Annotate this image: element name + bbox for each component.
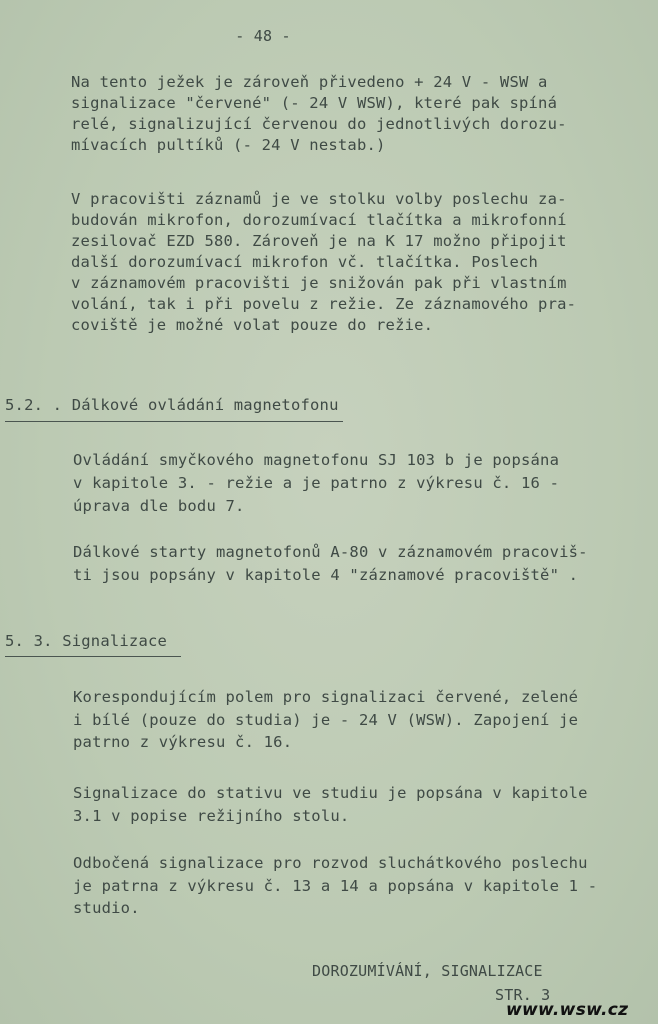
paragraph-5-2-2: Dálkové starty magnetofonů A-80 v záznamovém pracoviš- ti jsou popsány v kapitole 4 "záznamové pracoviště" . xyxy=(73,543,588,584)
footer-page-ref: STR. 3 xyxy=(495,986,551,1004)
paragraph-5-3-3: Odbočená signalizace pro rozvod sluchátkového poslechu je patrna z výkresu č. 13 a 14 a popsána v kapitole 1 - studio. xyxy=(73,854,598,917)
footer-title: DOROZUMÍVÁNÍ, SIGNALIZACE xyxy=(312,962,543,980)
paragraph-intro-1: Na tento ježek je zároveň přivedeno + 24 V - WSW a signalizace "červené" (- 24 V WSW), které pak spíná relé, signalizující červenou do jednotlivých dorozu- mívacích pultíků (- 24 V nestab.) xyxy=(71,73,567,154)
page-number: - 48 - xyxy=(235,27,291,45)
paragraph-5-3-1: Korespondujícím polem pro signalizaci červené, zelené i bílé (pouze do studia) je - 24 V (WSW). Zapojení je patrno z výkresu č. 16. xyxy=(73,688,579,751)
section-heading-5-2: 5.2. . Dálkové ovládání magnetofonu xyxy=(5,396,339,414)
paragraph-5-3-2: Signalizace do stativu ve studiu je popsána v kapitole 3.1 v popise režijního stolu. xyxy=(73,784,588,825)
watermark-text: www.wsw.cz xyxy=(506,1000,629,1020)
heading-underline xyxy=(5,421,343,422)
paragraph-intro-2: V pracovišti záznamů je ve stolku volby poslechu za- budován mikrofon, dorozumívací tlačítka a mikrofonní zesilovač EZD 580. Zároveň je na K 17 možno připojit další dorozumívací mikrofon vč. tlačítka. Poslech v záznamovém pracovišti je snižován pak při vlastním volání, tak i při povelu z režie. Ze záznamového pra- coviště je možné volat pouze do režie. xyxy=(71,190,577,334)
paragraph-5-2-1: Ovládání smyčkového magnetofonu SJ 103 b je popsána v kapitole 3. - režie a je patrno z výkresu č. 16 - úprava dle bodu 7. xyxy=(73,451,560,515)
section-heading-5-3: 5. 3. Signalizace xyxy=(5,632,168,650)
heading-underline xyxy=(5,656,181,657)
